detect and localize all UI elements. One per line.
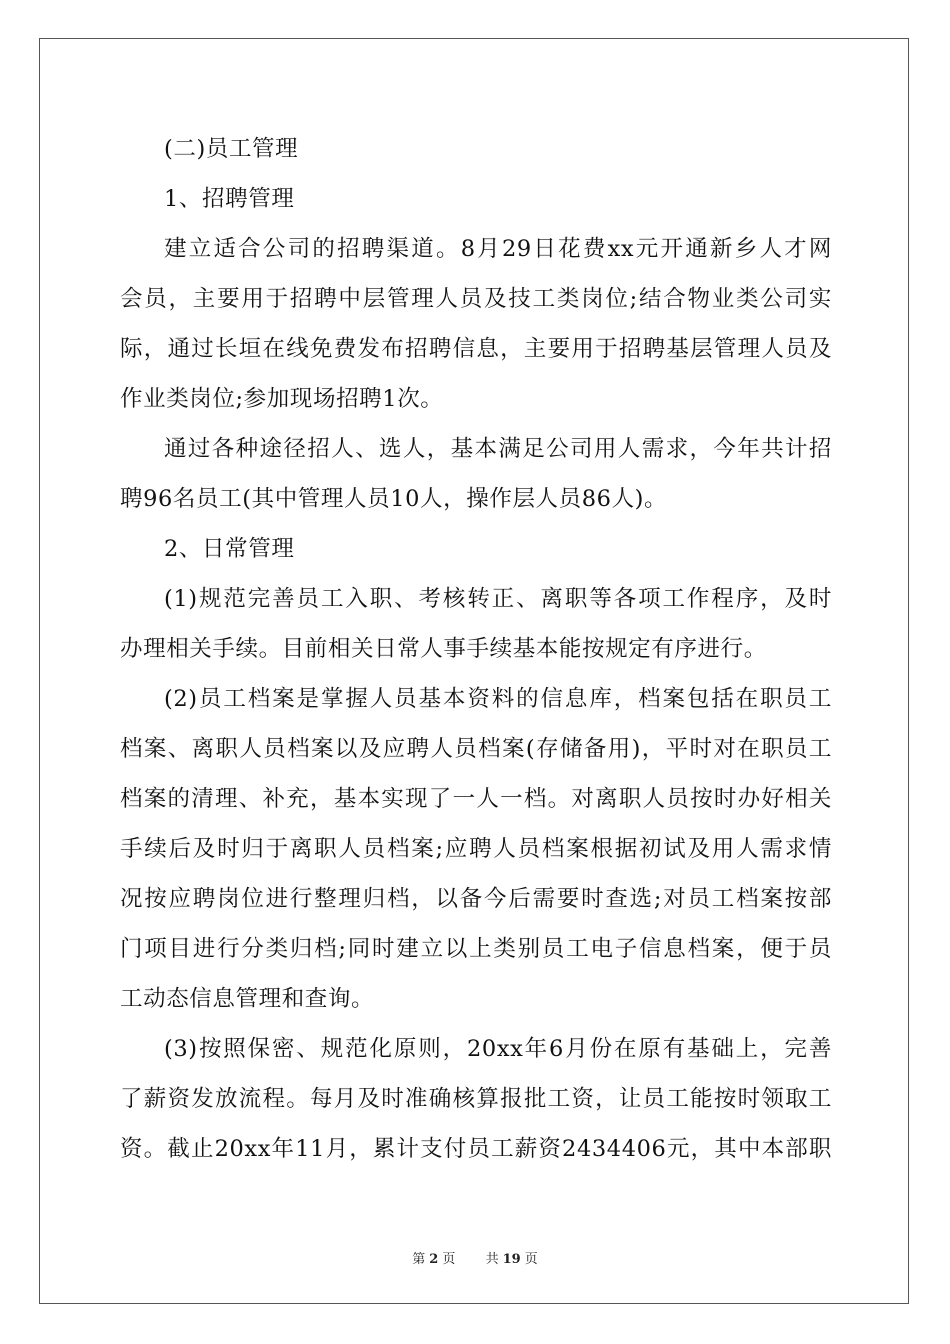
- total-num: 19: [502, 1252, 521, 1267]
- section-heading: (二)员工管理: [164, 136, 299, 162]
- document-body: [120, 124, 832, 1174]
- page-footer: [0, 1248, 950, 1267]
- subsection-heading: 1、招聘管理: [164, 186, 295, 212]
- paragraph-line: 了薪资发放流程。每月及时准确核算报批工资，让员工能按时领取工: [120, 1086, 832, 1112]
- paragraph-line: 档案、离职人员档案以及应聘人员档案(存储备用)，平时对在职员工: [120, 736, 832, 762]
- paragraph-line: (3)按照保密、规范化原则，20xx年6月份在原有基础上，完善: [164, 1036, 832, 1062]
- subsection-heading: 2、日常管理: [164, 536, 295, 562]
- paragraph-line: 办理相关手续。目前相关日常人事手续基本能按规定有序进行。: [120, 636, 767, 662]
- paragraph-line: 况按应聘岗位进行整理归档，以备今后需要时查选;对员工档案按部: [120, 886, 832, 912]
- paragraph-line: (2)员工档案是掌握人员基本资料的信息库，档案包括在职员工: [164, 686, 832, 712]
- paragraph-line: (1)规范完善员工入职、考核转正、离职等各项工作程序，及时: [164, 586, 832, 612]
- page-number: [410, 1252, 457, 1267]
- total-suffix: 页: [524, 1252, 538, 1267]
- page-suffix: 页: [442, 1252, 456, 1267]
- page-num: 2: [429, 1252, 439, 1267]
- paragraph-line: 聘96名员工(其中管理人员10人，操作层人员86人)。: [120, 486, 668, 512]
- total-prefix: 共: [485, 1252, 499, 1267]
- paragraph-line: 手续后及时归于离职人员档案;应聘人员档案根据初试及用人需求情: [120, 836, 832, 862]
- total-pages: [484, 1252, 540, 1267]
- paragraph-line: 建立适合公司的招聘渠道。8月29日花费xx元开通新乡人才网: [164, 236, 832, 262]
- paragraph-line: 档案的清理、补充，基本实现了一人一档。对离职人员按时办好相关: [120, 786, 832, 812]
- paragraph-line: 作业类岗位;参加现场招聘1次。: [120, 386, 444, 412]
- paragraph-line: 工动态信息管理和查询。: [120, 986, 375, 1012]
- paragraph-line: 通过各种途径招人、选人，基本满足公司用人需求，今年共计招: [164, 436, 832, 462]
- paragraph-line: 会员，主要用于招聘中层管理人员及技工类岗位;结合物业类公司实: [120, 286, 832, 312]
- paragraph-line: 际，通过长垣在线免费发布招聘信息，主要用于招聘基层管理人员及: [120, 336, 832, 362]
- paragraph-line: 门项目进行分类归档;同时建立以上类别员工电子信息档案，便于员: [120, 936, 832, 962]
- paragraph-line: 资。截止20xx年11月，累计支付员工薪资2434406元，其中本部职: [120, 1136, 832, 1162]
- page-prefix: 第: [412, 1252, 426, 1267]
